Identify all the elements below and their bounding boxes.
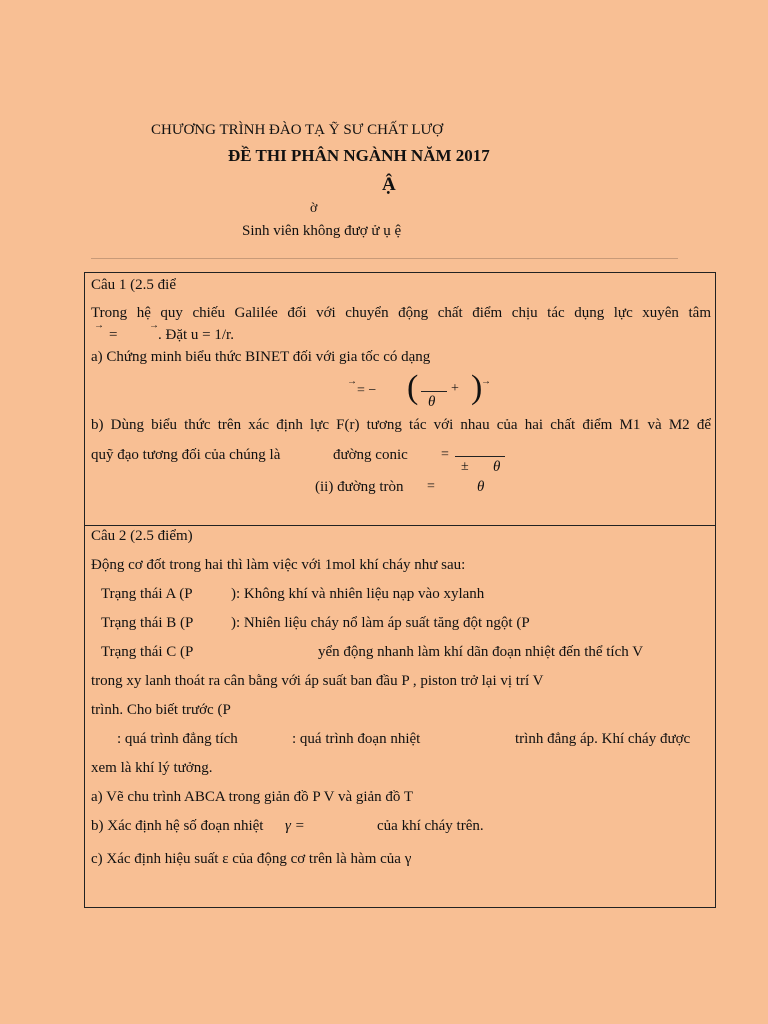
q2-state-c-desc: yển động nhanh làm khí dãn đoạn nhiệt đến thể tích V [318,644,644,660]
exam-subject: Ậ [382,174,396,195]
conic-fracline [455,456,505,457]
formula-a-theta: θ [428,394,436,410]
formula-a-arrow-2: → [481,376,491,387]
q2-line7-a: : quá trình đẳng tích [117,731,238,747]
q2-state-b: Trạng thái B (P [101,615,194,631]
q1-part-b: b) Dùng biểu thức trên xác định lực F(r) tương tác với nhau của hai chất điểm M1 và M2 để [91,417,711,433]
exam-note: Sinh viên không đượ ử ụ ệ [242,223,402,239]
question-2-box [84,525,716,908]
conic-theta: θ [493,459,501,475]
conic-pm: ± [461,459,469,474]
q1-vector-arrow-2: → [149,320,159,331]
q2-line5: trong xy lanh thoát ra cân bằng với áp suất ban đầu P , piston trở lại vị trí V [91,673,544,689]
question-1-box [84,272,716,526]
formula-a-left: = − [357,383,377,398]
q1-conic: đường conic [333,447,408,463]
q2-title: Câu 2 (2.5 điểm) [91,528,193,544]
q1-vector-arrow: → [94,320,104,331]
q2-part-b: b) Xác định hệ số đoạn nhiệt [91,818,264,834]
q2-line7-c: trình đẳng áp. Khí cháy được [515,731,691,747]
formula-a-plus: + [451,381,459,396]
q2-state-a-desc: ): Không khí và nhiên liệu nạp vào xylanh [231,586,485,602]
q2-state-c: Trạng thái C (P [101,644,194,660]
q1-intro-eq: = [109,327,118,343]
q2-part-a: a) Vẽ chu trình ABCA trong giản đồ P V và giản đồ T [91,789,414,805]
q2-state-b-desc: ): Nhiên liệu cháy nổ làm áp suất tăng đột ngột (P [231,615,530,631]
circle-theta: θ [477,479,485,495]
conic-eq: = [441,447,449,462]
header-divider [91,258,678,259]
q2-line6: trình. Cho biết trước (P [91,702,231,718]
q2-part-b-end: của khí cháy trên. [377,818,484,834]
q2-line8: xem là khí lý tưởng. [91,760,213,776]
q1-part-a: a) Chứng minh biểu thức BINET đối với gia tốc có dạng [91,349,431,365]
program-title: CHƯƠNG TRÌNH ĐÀO TẠ Ỹ SƯ CHẤT LƯỢ [151,122,444,138]
circle-eq: = [427,479,435,494]
q1-part-b2: quỹ đạo tương đối của chúng là [91,447,281,463]
formula-a-lparen: ( [407,369,419,406]
q2-gamma: γ = [285,818,305,834]
q2-state-a: Trạng thái A (P [101,586,193,602]
exam-time: ờ [310,201,318,216]
q1-intro: Trong hệ quy chiếu Galilée đối với chuyển động chất điểm chịu tác dụng lực xuyên tâm [91,305,711,321]
q1-circle: (ii) đường tròn [315,479,404,495]
formula-a-fracline [421,391,447,392]
q1-intro-set: . Đặt u = 1/r. [158,327,234,343]
q2-intro: Động cơ đốt trong hai thì làm việc với 1mol khí cháy như sau: [91,557,466,573]
exam-title: ĐỀ THI PHÂN NGÀNH NĂM 2017 [228,146,490,165]
q2-line7-b: : quá trình đoạn nhiệt [292,731,421,747]
formula-a-arrow: → [347,376,357,387]
q2-part-c: c) Xác định hiệu suất ε của động cơ trên là hàm của γ [91,851,412,867]
formula-a-rparen: ) [471,369,483,406]
q1-title: Câu 1 (2.5 điể [91,277,176,293]
